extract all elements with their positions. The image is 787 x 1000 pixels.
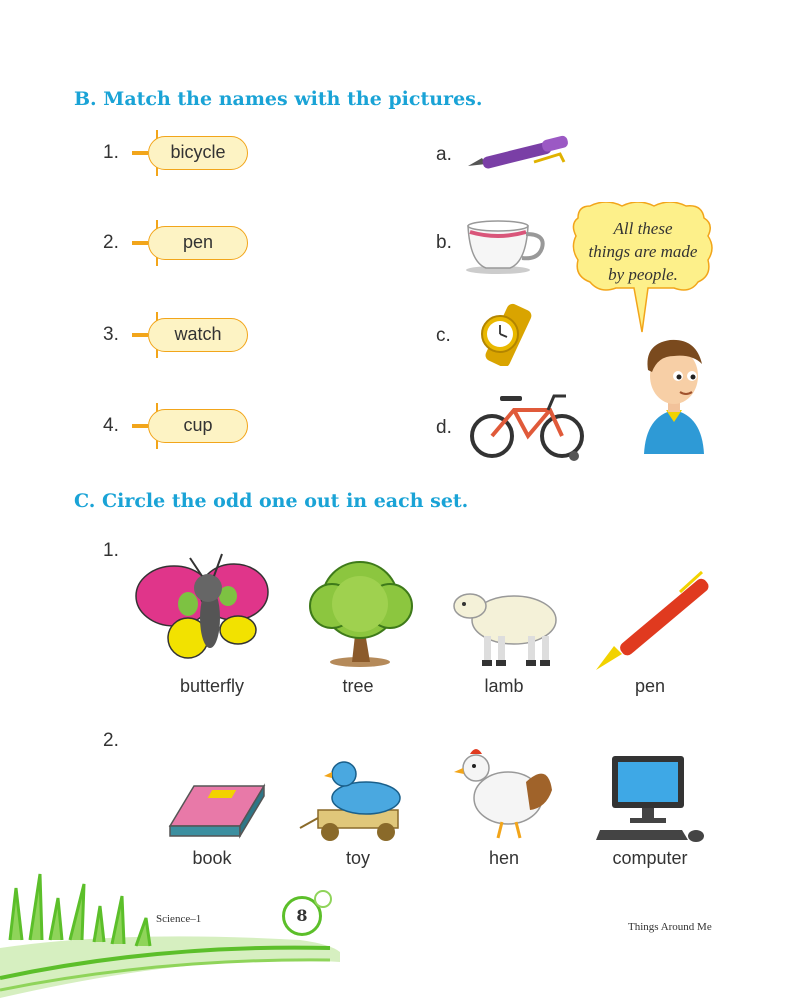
fountain-pen-icon[interactable] [592,562,716,674]
footer-chapter-title: Things Around Me [628,921,712,933]
butterfly-icon[interactable] [130,548,280,668]
footer-book-title: Science–1 [156,913,202,925]
book-icon[interactable] [160,780,270,840]
item-caption: hen [488,848,520,868]
item-caption: pen [634,676,666,696]
tree-icon[interactable] [300,556,420,668]
page-number: 8 [296,906,308,925]
name-tag-cup[interactable] [132,409,252,445]
item-number: 2. [103,232,119,253]
item-caption: computer [612,848,688,868]
pen-icon[interactable] [464,132,574,172]
item-caption: toy [345,848,370,868]
section-c-heading: C. Circle the odd one out in each set. [74,490,469,512]
name-tag-label: cup [148,409,248,443]
picture-letter: a. [436,144,452,165]
hen-icon[interactable] [452,742,556,842]
item-number: 1. [103,142,119,163]
item-caption: lamb [484,676,524,696]
section-b-heading: B. Match the names with the pictures. [74,88,483,110]
item-caption: book [192,848,232,868]
name-tag-label: bicycle [148,136,248,170]
name-tag-pen[interactable] [132,226,252,262]
cup-icon[interactable] [464,218,548,274]
bicycle-icon[interactable] [470,388,590,464]
item-number: 4. [103,415,119,436]
speech-line: things are made [588,242,698,261]
item-number: 3. [103,324,119,345]
set-number: 2. [103,730,119,751]
item-caption: butterfly [179,676,245,696]
picture-letter: d. [436,417,452,438]
name-tag-label: pen [148,226,248,260]
picture-letter: b. [436,232,452,253]
name-tag-label: watch [148,318,248,352]
picture-letter: c. [436,325,451,346]
set-number: 1. [103,540,119,561]
name-tag-bicycle[interactable] [132,136,252,172]
boy-illustration [634,336,714,454]
speech-line: All these [613,219,673,238]
watch-icon[interactable] [470,300,536,366]
item-caption: tree [342,676,374,696]
name-tag-watch[interactable] [132,318,252,354]
toy-duck-icon[interactable] [296,758,408,844]
lamb-icon[interactable] [448,576,564,670]
computer-icon[interactable] [592,752,712,844]
speech-line: by people. [608,265,678,284]
